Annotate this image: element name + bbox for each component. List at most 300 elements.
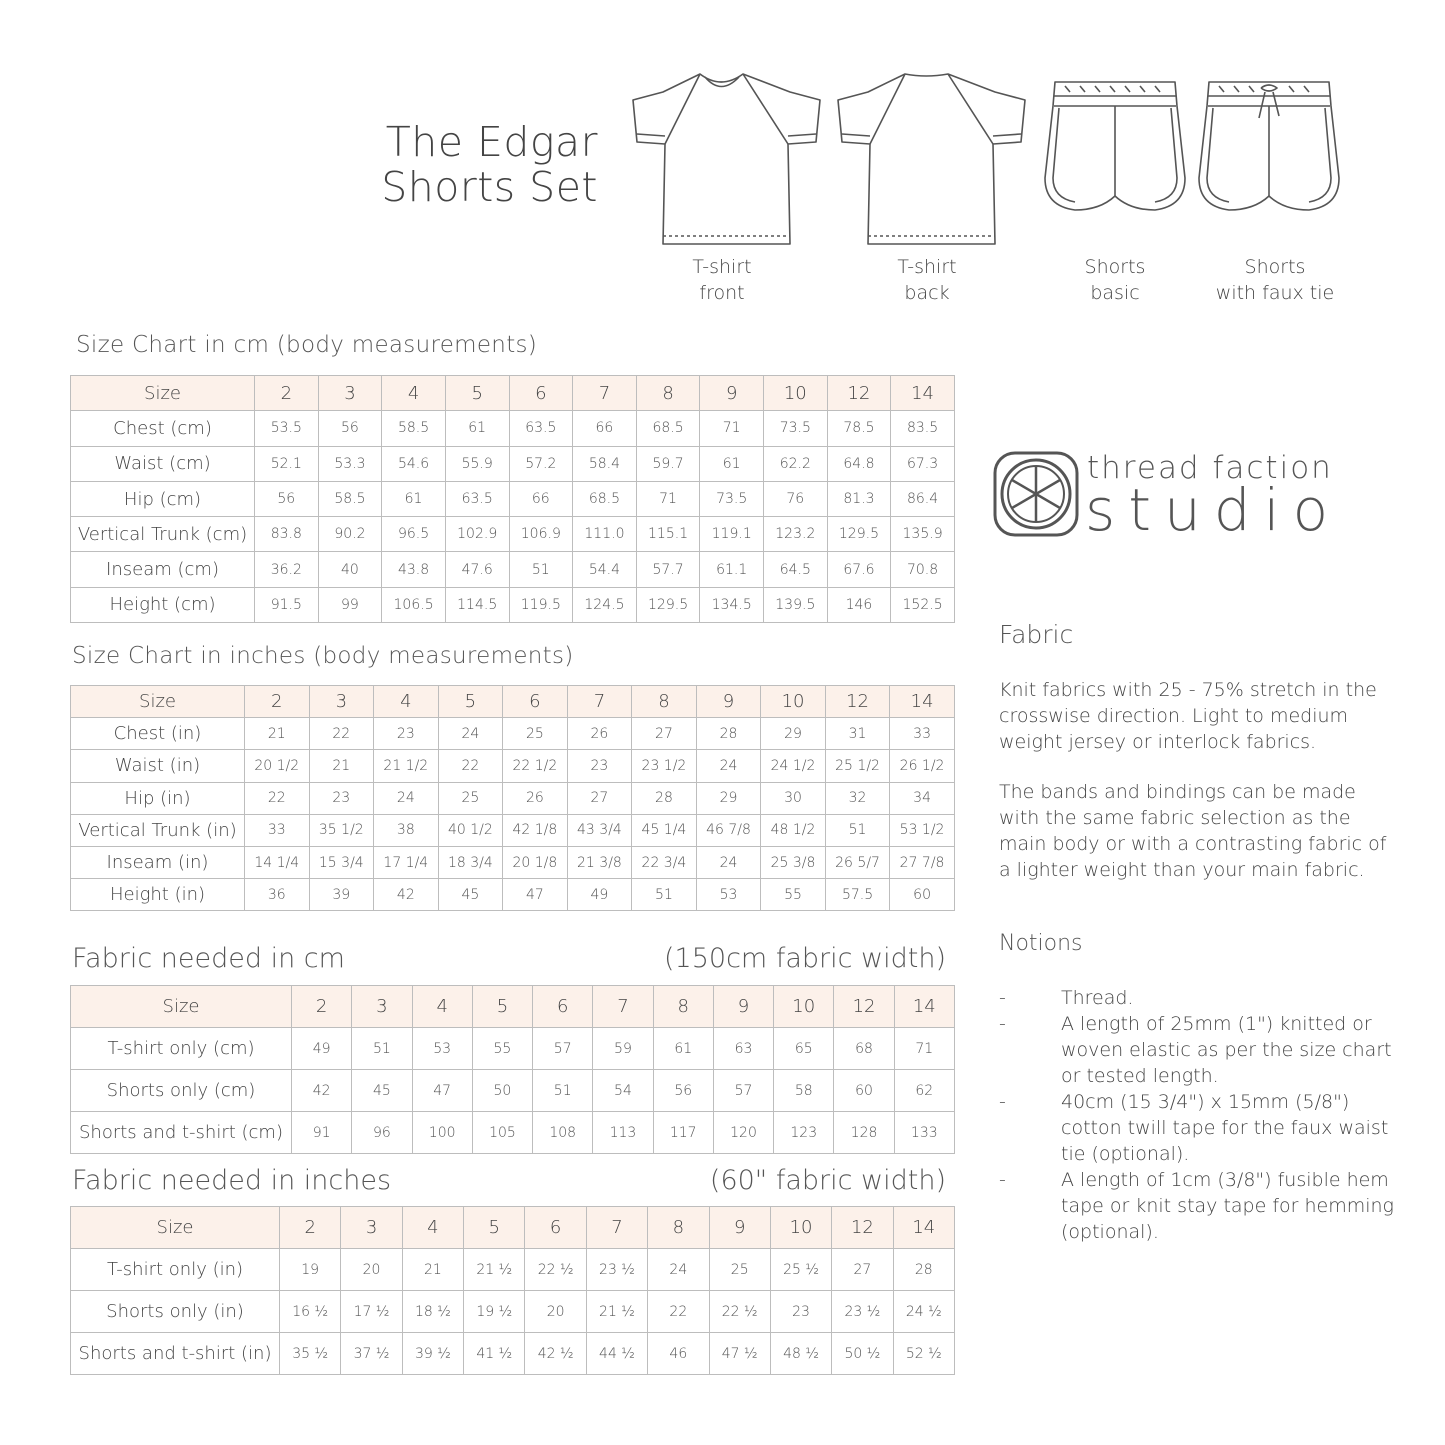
- table-cell: 30: [761, 782, 826, 814]
- size-header-cell: 4: [412, 986, 472, 1028]
- table-cell: 17 1/4: [374, 846, 439, 878]
- table-cell: 135.9: [891, 517, 955, 552]
- size-label-cell: Size: [71, 986, 292, 1028]
- table-cell: 21 1/2: [374, 750, 439, 782]
- table-cell: 42 1/8: [503, 814, 568, 846]
- table-cell: 28: [696, 718, 761, 750]
- size-header-cell: 12: [832, 1207, 893, 1249]
- size-header-cell: 6: [533, 986, 593, 1028]
- table-cell: 57.2: [509, 446, 573, 481]
- page-title: [360, 120, 598, 210]
- shorts-faux-tie-sketch: [1199, 82, 1339, 210]
- row-label-cell: T-shirt only (cm): [71, 1028, 292, 1070]
- row-label-cell: Waist (cm): [71, 446, 255, 481]
- table-cell: 54: [593, 1070, 653, 1112]
- table-row: [71, 552, 955, 587]
- table-cell: 65: [774, 1028, 834, 1070]
- size-header-cell: 9: [700, 376, 764, 411]
- table-cell: 28: [632, 782, 697, 814]
- table-cell: 63: [713, 1028, 773, 1070]
- size-header-cell: 9: [713, 986, 773, 1028]
- brand-name-top: thread faction: [1087, 450, 1333, 486]
- table-cell: 62.2: [764, 446, 828, 481]
- table-cell: 25: [438, 782, 503, 814]
- fabric-heading: Fabric: [999, 620, 1074, 649]
- table-cell: 91.5: [255, 587, 319, 622]
- table-row: [71, 1291, 955, 1333]
- table-cell: 90.2: [318, 517, 382, 552]
- table-cell: 124.5: [573, 587, 637, 622]
- table-cell: 49: [567, 879, 632, 911]
- sketch-label-tshirt-front: T-shirt front: [692, 256, 752, 304]
- table-cell: 22: [309, 718, 374, 750]
- table-cell: 129.5: [827, 517, 891, 552]
- table-cell: 18 ½: [402, 1291, 463, 1333]
- size-header-cell: 5: [472, 986, 532, 1028]
- table-cell: 20: [341, 1249, 402, 1291]
- table-cell: 44 ½: [586, 1333, 647, 1375]
- table-cell: 54.6: [382, 446, 446, 481]
- table-cell: 34: [890, 782, 955, 814]
- row-label-cell: Chest (cm): [71, 411, 255, 446]
- size-header-cell: 8: [632, 686, 697, 718]
- table-cell: 113: [593, 1112, 653, 1154]
- table-cell: 23 1/2: [632, 750, 697, 782]
- table-row: [71, 750, 955, 782]
- table-cell: 96: [352, 1112, 412, 1154]
- table-cell: 47: [503, 879, 568, 911]
- table-cell: 114.5: [445, 587, 509, 622]
- table-cell: 26: [567, 718, 632, 750]
- fabric-paragraph-2: The bands and bindings can be made with the same fabric selection as the main body or with a contrasting fabric of a lighter weight than your main fabric.: [999, 781, 1387, 881]
- table-cell: 27: [567, 782, 632, 814]
- table-row: [71, 1333, 955, 1375]
- size-header-cell: 2: [280, 1207, 341, 1249]
- table-cell: 51: [509, 552, 573, 587]
- size-header-cell: 7: [567, 686, 632, 718]
- table-cell: 25 1/2: [825, 750, 890, 782]
- table-cell: 81.3: [827, 481, 891, 516]
- table-cell: 35 1/2: [309, 814, 374, 846]
- table-row: [71, 517, 955, 552]
- size-header-cell: 8: [648, 1207, 709, 1249]
- table-cell: 15 3/4: [309, 846, 374, 878]
- table-cell: 23: [770, 1291, 831, 1333]
- table-cell: 21 3/8: [567, 846, 632, 878]
- table-row: [71, 879, 955, 911]
- table-cell: 57.7: [636, 552, 700, 587]
- notions-list: [999, 985, 1399, 1245]
- table-cell: 20 1/8: [503, 846, 568, 878]
- table-cell: 123.2: [764, 517, 828, 552]
- shorts-basic-sketch: [1045, 82, 1185, 210]
- table-cell: 51: [632, 879, 697, 911]
- fabric-in-heading: Fabric needed in inches: [72, 1165, 392, 1196]
- row-label-cell: Shorts and t-shirt (in): [71, 1333, 280, 1375]
- table-cell: 25: [709, 1249, 770, 1291]
- table-cell: 36.2: [255, 552, 319, 587]
- row-label-cell: Height (in): [71, 879, 245, 911]
- table-cell: 66: [573, 411, 637, 446]
- table-cell: 39: [309, 879, 374, 911]
- table-cell: 53: [696, 879, 761, 911]
- table-cell: 120: [713, 1112, 773, 1154]
- size-header-cell: 6: [503, 686, 568, 718]
- table-cell: 43.8: [382, 552, 446, 587]
- size-label-cell: Size: [71, 1207, 280, 1249]
- table-cell: 78.5: [827, 411, 891, 446]
- table-cell: 63.5: [509, 411, 573, 446]
- size-header-cell: 9: [709, 1207, 770, 1249]
- table-cell: 46: [648, 1333, 709, 1375]
- row-label-cell: Inseam (in): [71, 846, 245, 878]
- size-chart-in-heading: Size Chart in inches (body measurements): [72, 643, 574, 669]
- table-cell: 53: [412, 1028, 472, 1070]
- table-cell: 51: [825, 814, 890, 846]
- size-header-cell: 12: [827, 376, 891, 411]
- table-cell: 31: [825, 718, 890, 750]
- table-cell: 123: [774, 1112, 834, 1154]
- table-cell: 43 3/4: [567, 814, 632, 846]
- table-cell: 55: [472, 1028, 532, 1070]
- table-cell: 48 1/2: [761, 814, 826, 846]
- table-cell: 68: [834, 1028, 894, 1070]
- table-cell: 22 ½: [525, 1249, 586, 1291]
- table-cell: 67.3: [891, 446, 955, 481]
- table-cell: 25 ½: [770, 1249, 831, 1291]
- table-cell: 106.5: [382, 587, 446, 622]
- size-header-cell: 3: [352, 986, 412, 1028]
- table-cell: 29: [761, 718, 826, 750]
- table-cell: 21: [402, 1249, 463, 1291]
- row-label-cell: Waist (in): [71, 750, 245, 782]
- table-cell: 56: [318, 411, 382, 446]
- table-cell: 58: [774, 1070, 834, 1112]
- row-label-cell: Hip (cm): [71, 481, 255, 516]
- table-cell: 55.9: [445, 446, 509, 481]
- table-cell: 96.5: [382, 517, 446, 552]
- size-header-cell: 14: [893, 1207, 954, 1249]
- size-header-cell: 12: [834, 986, 894, 1028]
- garment-sketches: [625, 68, 1365, 248]
- size-chart-in-table: [70, 685, 955, 911]
- table-cell: 36: [245, 879, 310, 911]
- table-cell: 71: [636, 481, 700, 516]
- table-row: [71, 1249, 955, 1291]
- table-cell: 108: [533, 1112, 593, 1154]
- table-cell: 57: [533, 1028, 593, 1070]
- table-cell: 33: [890, 718, 955, 750]
- table-cell: 26 1/2: [890, 750, 955, 782]
- table-cell: 41 ½: [464, 1333, 525, 1375]
- table-cell: 42: [374, 879, 439, 911]
- table-row: [71, 587, 955, 622]
- table-cell: 60: [834, 1070, 894, 1112]
- table-cell: 54.4: [573, 552, 637, 587]
- notion-item: - 40cm (15 3/4") x 15mm (5/8") cotton twill tape for the faux waist tie (optional).: [999, 1091, 1389, 1165]
- table-cell: 21 ½: [464, 1249, 525, 1291]
- table-cell: 105: [472, 1112, 532, 1154]
- size-header-cell: 10: [761, 686, 826, 718]
- row-label-cell: Chest (in): [71, 718, 245, 750]
- table-cell: 71: [700, 411, 764, 446]
- table-row: [71, 446, 955, 481]
- table-cell: 146: [827, 587, 891, 622]
- table-cell: 58.4: [573, 446, 637, 481]
- table-cell: 51: [533, 1070, 593, 1112]
- title-line-1: The Edgar: [385, 118, 598, 166]
- table-cell: 27: [632, 718, 697, 750]
- size-header-cell: 7: [573, 376, 637, 411]
- table-cell: 18 3/4: [438, 846, 503, 878]
- notion-item: - A length of 1cm (3/8") fusible hem tape or knit stay tape for hemming (optional).: [999, 1169, 1394, 1243]
- table-cell: 27 7/8: [890, 846, 955, 878]
- table-cell: 21 ½: [586, 1291, 647, 1333]
- size-chart-cm-table: [70, 375, 955, 623]
- table-cell: 62: [894, 1070, 954, 1112]
- table-cell: 42 ½: [525, 1333, 586, 1375]
- table-cell: 49: [292, 1028, 352, 1070]
- table-cell: 22: [648, 1291, 709, 1333]
- row-label-cell: T-shirt only (in): [71, 1249, 280, 1291]
- table-cell: 51: [352, 1028, 412, 1070]
- table-row: [71, 1112, 955, 1154]
- table-cell: 52 ½: [893, 1333, 954, 1375]
- size-header-cell: 10: [764, 376, 828, 411]
- table-cell: 25: [503, 718, 568, 750]
- tshirt-front-sketch: [633, 74, 820, 244]
- table-row: [71, 814, 955, 846]
- table-cell: 53.3: [318, 446, 382, 481]
- table-cell: 23 ½: [832, 1291, 893, 1333]
- table-row: [71, 718, 955, 750]
- table-cell: 52.1: [255, 446, 319, 481]
- table-header-row: [71, 986, 955, 1028]
- table-cell: 45 1/4: [632, 814, 697, 846]
- orange-slice-logo-icon: [992, 450, 1080, 538]
- table-row: [71, 481, 955, 516]
- table-cell: 19: [280, 1249, 341, 1291]
- table-cell: 70.8: [891, 552, 955, 587]
- table-cell: 47: [412, 1070, 472, 1112]
- table-cell: 24: [696, 846, 761, 878]
- table-row: [71, 1028, 955, 1070]
- size-header-cell: 7: [593, 986, 653, 1028]
- table-cell: 56: [255, 481, 319, 516]
- table-cell: 23: [374, 718, 439, 750]
- table-cell: 45: [352, 1070, 412, 1112]
- table-cell: 32: [825, 782, 890, 814]
- table-cell: 64.8: [827, 446, 891, 481]
- size-header-cell: 12: [825, 686, 890, 718]
- size-header-cell: 10: [770, 1207, 831, 1249]
- table-cell: 26 5/7: [825, 846, 890, 878]
- table-cell: 50 ½: [832, 1333, 893, 1375]
- table-cell: 73.5: [700, 481, 764, 516]
- fabric-cm-heading: Fabric needed in cm: [72, 943, 345, 974]
- table-cell: 128: [834, 1112, 894, 1154]
- table-cell: 46 7/8: [696, 814, 761, 846]
- table-cell: 23: [309, 782, 374, 814]
- sketch-label-shorts-faux-tie: Shorts with faux tie: [1215, 256, 1335, 304]
- table-cell: 21: [245, 718, 310, 750]
- row-label-cell: Vertical Trunk (cm): [71, 517, 255, 552]
- table-cell: 59.7: [636, 446, 700, 481]
- fabric-in-table: [70, 1206, 955, 1375]
- table-row: [71, 411, 955, 446]
- size-label-cell: Size: [71, 686, 245, 718]
- table-cell: 61: [382, 481, 446, 516]
- table-cell: 66: [509, 481, 573, 516]
- table-cell: 133: [894, 1112, 954, 1154]
- row-label-cell: Shorts only (cm): [71, 1070, 292, 1112]
- size-header-cell: 9: [696, 686, 761, 718]
- table-cell: 100: [412, 1112, 472, 1154]
- table-header-row: [71, 1207, 955, 1249]
- table-cell: 134.5: [700, 587, 764, 622]
- sketch-label-tshirt-back: T-shirt back: [897, 256, 957, 304]
- row-label-cell: Height (cm): [71, 587, 255, 622]
- table-cell: 22 ½: [709, 1291, 770, 1333]
- row-label-cell: Inseam (cm): [71, 552, 255, 587]
- title-line-2: Shorts Set: [381, 163, 598, 211]
- table-cell: 47 ½: [709, 1333, 770, 1375]
- table-cell: 119.5: [509, 587, 573, 622]
- table-cell: 61: [700, 446, 764, 481]
- size-header-cell: 5: [438, 686, 503, 718]
- table-cell: 60: [890, 879, 955, 911]
- table-row: [71, 782, 955, 814]
- table-cell: 139.5: [764, 587, 828, 622]
- row-label-cell: Hip (in): [71, 782, 245, 814]
- table-cell: 68.5: [636, 411, 700, 446]
- table-cell: 24 1/2: [761, 750, 826, 782]
- size-header-cell: 14: [890, 686, 955, 718]
- fabric-cm-table: [70, 985, 955, 1154]
- table-cell: 67.6: [827, 552, 891, 587]
- table-cell: 22: [245, 782, 310, 814]
- table-cell: 14 1/4: [245, 846, 310, 878]
- table-cell: 83.5: [891, 411, 955, 446]
- size-header-cell: 14: [894, 986, 954, 1028]
- size-header-cell: 2: [292, 986, 352, 1028]
- table-cell: 57: [713, 1070, 773, 1112]
- size-header-cell: 10: [774, 986, 834, 1028]
- size-header-cell: 3: [309, 686, 374, 718]
- table-cell: 58.5: [318, 481, 382, 516]
- table-row: [71, 846, 955, 878]
- size-header-cell: 6: [509, 376, 573, 411]
- table-cell: 37 ½: [341, 1333, 402, 1375]
- table-cell: 28: [893, 1249, 954, 1291]
- table-cell: 25 3/8: [761, 846, 826, 878]
- table-cell: 48 ½: [770, 1333, 831, 1375]
- table-cell: 45: [438, 879, 503, 911]
- table-cell: 117: [653, 1112, 713, 1154]
- row-label-cell: Vertical Trunk (in): [71, 814, 245, 846]
- table-cell: 40: [318, 552, 382, 587]
- table-cell: 115.1: [636, 517, 700, 552]
- table-cell: 102.9: [445, 517, 509, 552]
- table-cell: 91: [292, 1112, 352, 1154]
- table-cell: 53 1/2: [890, 814, 955, 846]
- table-cell: 17 ½: [341, 1291, 402, 1333]
- table-cell: 111.0: [573, 517, 637, 552]
- size-label-cell: Size: [71, 376, 255, 411]
- size-header-cell: 4: [402, 1207, 463, 1249]
- fabric-in-note: (60" fabric width): [709, 1165, 946, 1196]
- table-cell: 20 1/2: [245, 750, 310, 782]
- size-header-cell: 2: [245, 686, 310, 718]
- table-cell: 50: [472, 1070, 532, 1112]
- table-cell: 61.1: [700, 552, 764, 587]
- table-cell: 61: [445, 411, 509, 446]
- table-cell: 42: [292, 1070, 352, 1112]
- notion-item: - Thread.: [999, 987, 1134, 1009]
- fabric-paragraph-1: Knit fabrics with 25 - 75% stretch in the crosswise direction. Light to medium weight jersey or interlock fabrics.: [999, 679, 1377, 753]
- table-cell: 24: [374, 782, 439, 814]
- table-cell: 152.5: [891, 587, 955, 622]
- table-cell: 19 ½: [464, 1291, 525, 1333]
- tshirt-back-sketch: [838, 74, 1025, 244]
- size-header-cell: 4: [382, 376, 446, 411]
- table-cell: 83.8: [255, 517, 319, 552]
- table-cell: 56: [653, 1070, 713, 1112]
- table-cell: 119.1: [700, 517, 764, 552]
- brand-name-bottom: studio: [1085, 476, 1342, 544]
- table-row: [71, 1070, 955, 1112]
- table-cell: 35 ½: [280, 1333, 341, 1375]
- table-cell: 21: [309, 750, 374, 782]
- table-cell: 129.5: [636, 587, 700, 622]
- size-header-cell: 6: [525, 1207, 586, 1249]
- table-cell: 47.6: [445, 552, 509, 587]
- table-cell: 23: [567, 750, 632, 782]
- table-cell: 59: [593, 1028, 653, 1070]
- table-cell: 76: [764, 481, 828, 516]
- table-cell: 55: [761, 879, 826, 911]
- table-cell: 39 ½: [402, 1333, 463, 1375]
- size-header-cell: 5: [445, 376, 509, 411]
- table-cell: 33: [245, 814, 310, 846]
- table-cell: 73.5: [764, 411, 828, 446]
- table-cell: 53.5: [255, 411, 319, 446]
- table-cell: 26: [503, 782, 568, 814]
- size-header-cell: 5: [464, 1207, 525, 1249]
- size-header-cell: 4: [374, 686, 439, 718]
- table-cell: 24: [438, 718, 503, 750]
- size-header-cell: 14: [891, 376, 955, 411]
- table-cell: 63.5: [445, 481, 509, 516]
- size-header-cell: 8: [653, 986, 713, 1028]
- table-cell: 40 1/2: [438, 814, 503, 846]
- table-cell: 106.9: [509, 517, 573, 552]
- table-cell: 99: [318, 587, 382, 622]
- notion-item: - A length of 25mm (1") knitted or woven elastic as per the size chart or tested length.: [999, 1013, 1392, 1087]
- table-cell: 22 3/4: [632, 846, 697, 878]
- size-header-cell: 3: [318, 376, 382, 411]
- size-header-cell: 7: [586, 1207, 647, 1249]
- table-header-row: [71, 686, 955, 718]
- sketch-label-shorts-basic: Shorts basic: [1084, 256, 1146, 304]
- table-cell: 24: [648, 1249, 709, 1291]
- table-cell: 68.5: [573, 481, 637, 516]
- size-header-cell: 3: [341, 1207, 402, 1249]
- table-cell: 64.5: [764, 552, 828, 587]
- row-label-cell: Shorts and t-shirt (cm): [71, 1112, 292, 1154]
- table-cell: 24 ½: [893, 1291, 954, 1333]
- table-cell: 23 ½: [586, 1249, 647, 1291]
